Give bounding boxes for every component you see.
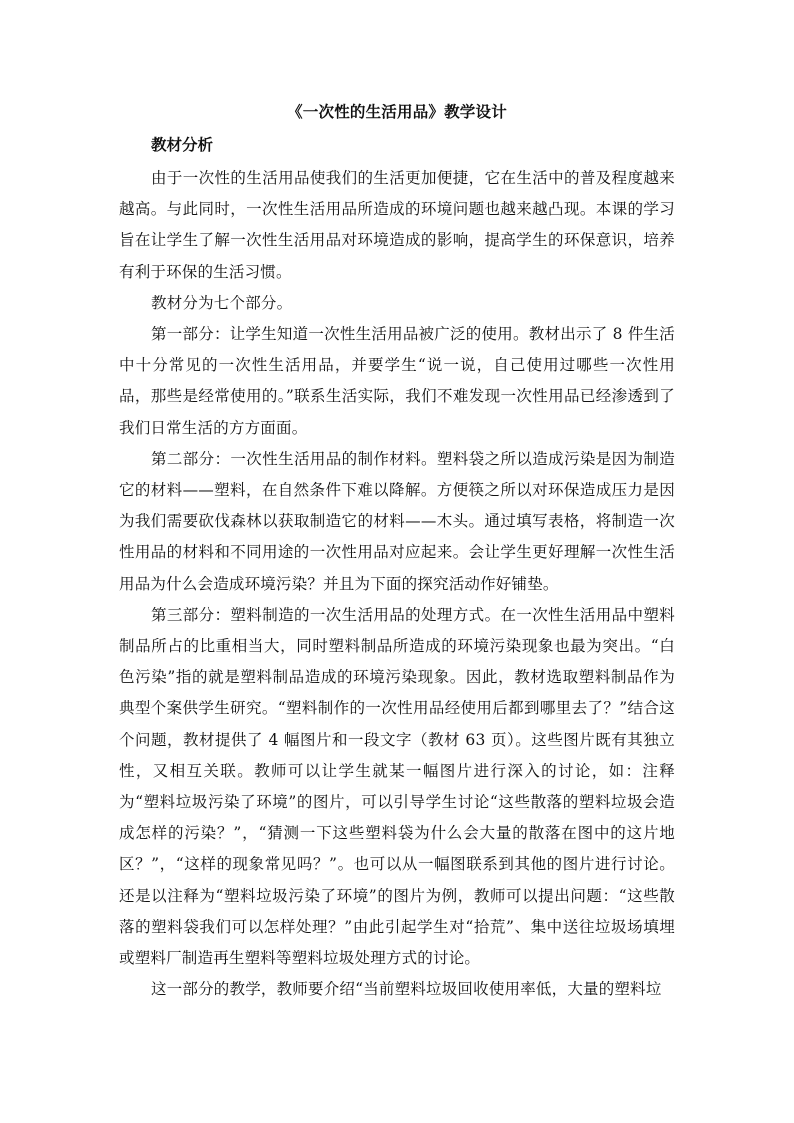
paragraph-part-three: 第三部分：塑料制造的一次生活用品的处理方式。在一次性生活用品中塑料制品所占的比重相当大，同时塑料制品所造成的环境污染现象也最为突出。“白色污染”指的就是塑料制品造成的环境污染现象。因此，教材选取塑料制品作为典型个案供学生研究。“塑料制作的一次性用品经使用后都到哪里去了？”结合这个问题，教材提供了 4 幅图片和一段文字（教材 63 页）。这些图片既有其独立性，又相互关联。教师可以让学生就某一幅图片进行深入的讨论，如：注释为“塑料垃圾污染了环境”的图片，可以引导学生讨论“这些散落的塑料垃圾会造成怎样的污染？”，“猜测一下这些塑料袋为什么会大量的散落在图中的这片地区？”，“这样的现象常见吗？”。也可以从一幅图联系到其他的图片进行讨论。还是以注释为“塑料垃圾污染了环境”的图片为例，教师可以提出问题：“这些散落的塑料袋我们可以怎样处理？”由此引起学生对“拾荒”、集中送往垃圾场填埋或塑料厂制造再生塑料等塑料垃圾处理方式的讨论。 [119, 605, 675, 968]
paragraph-intro: 由于一次性的生活用品使我们的生活更加便捷，它在生活中的普及程度越来越高。与此同时，一次性生活用品所造成的环境问题也越来越凸现。本课的学习旨在让学生了解一次性生活用品对环境造成的影响，提高学生的环保意识，培养有利于环保的生活习惯。 [119, 169, 675, 281]
paragraph-teaching-note: 这一部分的教学，教师要介绍“当前塑料垃圾回收使用率低，大量的塑料垃 [151, 980, 662, 999]
paragraph-part-one: 第一部分：让学生知道一次性生活用品被广泛的使用。教材出示了 8 件生活中十分常见的一次性生活用品，并要学生“说一说，自己使用过哪些一次性用品，那些是经常使用的。”联系生活实际，我们不难发现一次性用品已经渗透到了我们日常生活的方方面面。 [119, 325, 675, 437]
section-heading: 教材分析 [151, 135, 214, 154]
paragraph-overview: 教材分为七个部分。 [151, 293, 293, 312]
paragraph-part-two: 第二部分：一次性生活用品的制作材料。塑料袋之所以造成污染是因为制造它的材料——塑料，在自然条件下难以降解。方便筷之所以对环保造成压力是因为我们需要砍伐森林以获取制造它的材料——木头。通过填写表格，将制造一次性用品的材料和不同用途的一次性用品对应起来。会让学生更好理解一次性生活用品为什么会造成环境污染？并且为下面的探究活动作好铺垫。 [119, 449, 675, 593]
document-title: 《一次性的生活用品》教学设计 [287, 102, 507, 121]
document-body [119, 99, 675, 1005]
